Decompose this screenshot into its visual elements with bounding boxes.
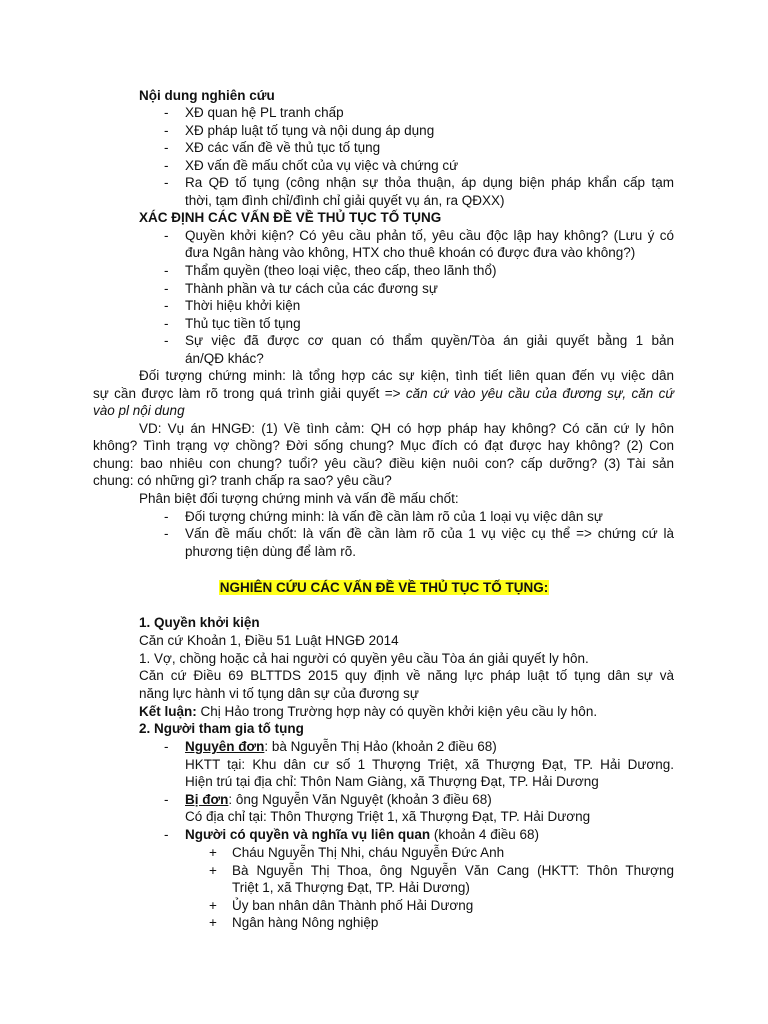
- list-item: Thời hiệu khởi kiện: [185, 298, 301, 313]
- highlighted-heading: NGHIÊN CỨU CÁC VẤN ĐỀ VỀ THỦ TỤC TỐ TỤNG:: [219, 580, 549, 595]
- paragraph-line: VD: Vụ án HNGĐ: (1) Về tình cảm: QH có hợp pháp hay không? Có căn cứ ly hôn: [139, 421, 674, 436]
- list-item-continued: án/QĐ khác?: [185, 351, 264, 366]
- bullet-dash: -: [164, 158, 169, 173]
- list-item: Ra QĐ tố tụng (công nhận sự thỏa thuận, áp dụng biện pháp khẩn cấp tạm: [185, 175, 674, 190]
- section-title: XÁC ĐỊNH CÁC VẤN ĐỀ VỀ THỦ TỤC TỐ TỤNG: [139, 210, 442, 225]
- list-item-continued: Có địa chỉ tại: Thôn Thượng Triệt 1, xã Thượng Đạt, TP. Hải Dương: [185, 809, 591, 824]
- party-text: : bà Nguyễn Thị Hảo (khoản 2 điều 68): [264, 739, 497, 754]
- subsection-title: 1. Quyền khởi kiện: [139, 615, 260, 630]
- list-item: Sự việc đã được cơ quan có thẩm quyền/Tòa án giải quyết bằng 1 bản: [185, 333, 674, 348]
- list-item: Đối tượng chứng minh: là vấn đề cần làm rõ của 1 loại vụ việc dân sự: [185, 509, 603, 524]
- sub-list-item: Ngân hàng Nông nghiệp: [232, 915, 379, 930]
- list-item-continued: HKTT tại: Khu dân cư số 1 Thượng Triệt, xã Thượng Đạt, TP. Hải Dương.: [185, 757, 674, 772]
- paragraph-text: sự cần được làm rõ trong quá trình giải quyết =>: [93, 386, 406, 401]
- bullet-dash: -: [164, 298, 169, 313]
- bullet-plus: +: [209, 898, 217, 913]
- conclusion-line: [139, 703, 597, 721]
- bullet-dash: -: [164, 263, 169, 278]
- paragraph-line: năng lực hành vi tố tụng dân sự của đương sự: [139, 686, 419, 701]
- list-item: Vấn đề mấu chốt: là vấn đề cần làm rõ của 1 vụ việc cụ thể => chứng cứ là: [185, 526, 674, 541]
- sub-list-item: Ủy ban nhân dân Thành phố Hải Dương: [232, 898, 474, 913]
- bullet-dash: -: [164, 140, 169, 155]
- party-text: (khoản 4 điều 68): [430, 827, 539, 842]
- list-item: [185, 791, 492, 809]
- paragraph-line: Căn cứ Điều 69 BLTTDS 2015 quy định về năng lực pháp luật tố tụng dân sự và: [139, 668, 674, 683]
- list-item: Quyền khởi kiện? Có yêu cầu phản tố, yêu cầu độc lập hay không? (Lưu ý có: [185, 228, 674, 243]
- party-label: Bị đơn: [185, 792, 229, 807]
- list-item-continued: Hiện trú tại địa chỉ: Thôn Nam Giàng, xã Thượng Đạt, TP. Hải Dương: [185, 774, 599, 789]
- list-item-continued: phương tiện dùng để làm rõ.: [185, 544, 356, 559]
- bullet-dash: -: [164, 175, 169, 190]
- list-item-continued: thời, tạm đình chỉ/đình chỉ giải quyết vụ án, ra QĐXX): [185, 193, 505, 208]
- list-item: Thành phần và tư cách của các đương sự: [185, 281, 438, 296]
- list-item: XĐ các vấn đề về thủ tục tố tụng: [185, 140, 381, 155]
- paragraph-line: Phân biệt đối tượng chứng minh và vấn đề mấu chốt:: [139, 491, 459, 506]
- bullet-dash: -: [164, 123, 169, 138]
- party-text: : ông Nguyễn Văn Nguyệt (khoản 3 điều 68): [228, 792, 492, 807]
- list-item: XĐ pháp luật tố tụng và nội dung áp dụng: [185, 123, 435, 138]
- bullet-dash: -: [164, 509, 169, 524]
- subsection-title: 2. Người tham gia tố tụng: [139, 721, 304, 736]
- sub-list-item: Cháu Nguyễn Thị Nhi, cháu Nguyễn Đức Anh: [232, 845, 505, 860]
- paragraph-line: không? Tình trạng vợ chồng? Đời sống chung? Mục đích có đạt được hay không? (2) Con: [93, 438, 674, 453]
- list-item: XĐ vấn đề mấu chốt của vụ việc và chứng cứ: [185, 158, 459, 173]
- conclusion-text: Chị Hảo trong Trường hợp này có quyền khởi kiện yêu cầu ly hôn.: [196, 704, 598, 719]
- party-label: Nguyên đơn: [185, 739, 265, 754]
- paragraph-italic: căn cứ vào yêu cầu của đương sự, căn cứ: [405, 386, 674, 401]
- list-item: [185, 826, 539, 844]
- bullet-dash: -: [164, 739, 169, 754]
- conclusion-label: Kết luận:: [139, 704, 197, 719]
- bullet-dash: -: [164, 792, 169, 807]
- highlighted-heading-row: [0, 579, 768, 597]
- paragraph-line: [93, 385, 674, 403]
- bullet-dash: -: [164, 228, 169, 243]
- bullet-plus: +: [209, 845, 217, 860]
- bullet-dash: -: [164, 333, 169, 348]
- paragraph-line: chung: có những gì? tranh chấp ra sao? yêu cầu?: [93, 473, 392, 488]
- section-title: Nội dung nghiên cứu: [139, 88, 275, 103]
- sub-list-item: Bà Nguyễn Thị Thoa, ông Nguyễn Văn Cang (HKTT: Thôn Thượng: [232, 863, 674, 878]
- party-label: Người có quyền và nghĩa vụ liên quan: [185, 827, 431, 842]
- paragraph-line: chung: bao nhiêu con chung? tuổi? yêu cầu? điều kiện nuôi con? cấp dưỡng? (3) Tài sản: [93, 456, 674, 471]
- bullet-plus: +: [209, 863, 217, 878]
- paragraph-line: Căn cứ Khoản 1, Điều 51 Luật HNGĐ 2014: [139, 633, 399, 648]
- bullet-dash: -: [164, 316, 169, 331]
- list-item: [185, 738, 497, 756]
- list-item: XĐ quan hệ PL tranh chấp: [185, 105, 344, 120]
- list-item: Thủ tục tiền tố tụng: [185, 316, 301, 331]
- bullet-dash: -: [164, 827, 169, 842]
- bullet-plus: +: [209, 915, 217, 930]
- paragraph-line: 1. Vợ, chồng hoặc cả hai người có quyền yêu cầu Tòa án giải quyết ly hôn.: [139, 651, 589, 666]
- paragraph-line: Đối tượng chứng minh: là tổng hợp các sự kiện, tình tiết liên quan đến vụ việc dân: [139, 368, 674, 383]
- bullet-dash: -: [164, 105, 169, 120]
- bullet-dash: -: [164, 281, 169, 296]
- list-item: Thẩm quyền (theo loại việc, theo cấp, theo lãnh thổ): [185, 263, 497, 278]
- sub-list-item-continued: Triệt 1, xã Thượng Đạt, TP. Hải Dương): [232, 880, 470, 895]
- list-item-continued: đưa Ngân hàng vào không, HTX cho thuê khoán có được đưa vào không?): [185, 245, 636, 260]
- paragraph-italic-line: vào pl nội dung: [93, 403, 185, 418]
- bullet-dash: -: [164, 526, 169, 541]
